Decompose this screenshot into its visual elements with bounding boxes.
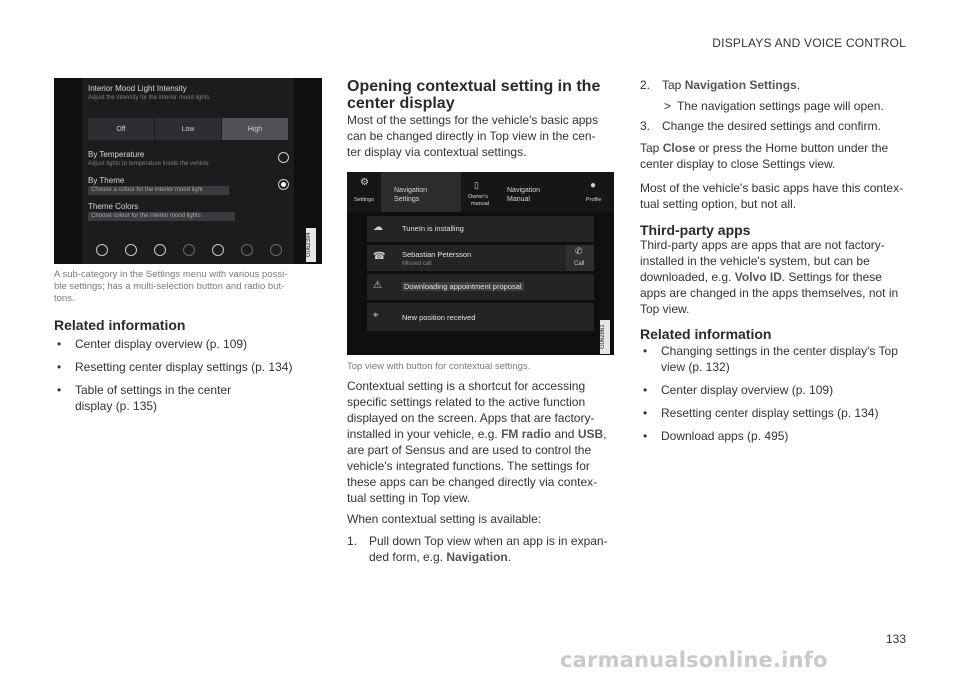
- notification-title: New position received: [402, 313, 476, 322]
- notification-row: [367, 245, 594, 271]
- watermark: carmanualsonline.info: [560, 648, 828, 672]
- notification-sub: Missed call: [402, 261, 432, 267]
- notification-title: TuneIn is installing: [402, 224, 464, 233]
- related-link[interactable]: • Resetting center display settings (p. 134): [640, 405, 915, 421]
- step-result: > The navigation settings page will open.: [664, 99, 884, 113]
- ui-term: Navigation Settings: [684, 78, 797, 92]
- text-line: ter display via contextual settings.: [347, 145, 527, 159]
- cloud-download-icon: ☁: [373, 222, 383, 233]
- missed-call-icon: ☎: [373, 251, 386, 262]
- step-2: [640, 77, 910, 114]
- radio-button: [278, 152, 289, 163]
- text-line: tual setting in Top view.: [347, 491, 471, 505]
- text-line: downloaded, e.g. Volvo ID. Settings for these: [640, 270, 882, 284]
- top-view-screenshot: [347, 172, 614, 355]
- radio-button-selected: [278, 179, 289, 190]
- text-line: vehicle's integrated functions. The settings for: [347, 459, 590, 473]
- text-line: these apps can be changed directly via contex-: [347, 475, 598, 489]
- step-text: Tap Navigation Settings.: [662, 78, 801, 92]
- phone-icon: ✆: [575, 246, 583, 256]
- setting-title: Interior Mood Light Intensity: [88, 84, 187, 93]
- option-sub: Choose a colour for the interior mood light: [88, 186, 229, 195]
- section-heading: [347, 78, 600, 112]
- option-title: By Theme: [88, 176, 125, 185]
- step-text: ded form, e.g. Navigation.: [369, 550, 512, 564]
- option-title: By Temperature: [88, 150, 145, 159]
- call-button: [566, 245, 594, 271]
- image-code: G062394: [306, 228, 316, 262]
- step-text: Change the desired settings and confirm.: [662, 119, 881, 133]
- text-line: tual setting option, but not all.: [640, 197, 797, 211]
- app-name: USB: [577, 427, 604, 441]
- text-line: installed in the vehicle's system, but can be: [640, 254, 870, 268]
- text-line: Most of the settings for the vehicle's basic apps: [347, 113, 599, 127]
- segment-low: Low: [155, 118, 221, 140]
- image-caption: [54, 269, 329, 305]
- book-icon: ▯: [474, 180, 479, 190]
- notification-row: [367, 274, 594, 300]
- segment-high: High: [222, 118, 288, 140]
- caption-line: A sub-category in the Settings menu with various possi-: [54, 269, 288, 280]
- step-3: [640, 118, 910, 134]
- mood-light-settings-screenshot: [54, 78, 322, 264]
- text-line: Third-party apps are apps that are not factory-: [640, 238, 885, 252]
- call-label: Call: [574, 261, 585, 267]
- tab-label: manual: [471, 201, 490, 207]
- tab-label: Navigation: [507, 187, 541, 194]
- step-number: 2.: [640, 78, 651, 92]
- running-header: DISPLAYS AND VOICE CONTROL: [712, 36, 906, 50]
- step-number: 3.: [640, 119, 651, 133]
- tab-label: Navigation: [394, 187, 428, 194]
- color-dot: [96, 244, 108, 256]
- text-line: specific settings related to the active function: [347, 395, 586, 409]
- option-title: Theme Colors: [88, 202, 139, 211]
- step-1: [347, 533, 622, 565]
- related-list: [640, 343, 915, 451]
- app-name: Volvo ID: [734, 270, 782, 284]
- most-paragraph: [640, 180, 920, 212]
- related-list: [54, 336, 324, 421]
- color-dot: [270, 244, 282, 256]
- text-line: Contextual setting is a shortcut for accessing: [347, 379, 586, 393]
- app-name: FM radio: [501, 427, 552, 441]
- profile-icon: ●: [590, 180, 597, 191]
- page-number: 133: [885, 632, 906, 646]
- tab-label: Settings: [354, 197, 374, 203]
- related-heading: Related information: [54, 317, 186, 333]
- color-dot: [212, 244, 224, 256]
- text-line: apps are changed in the apps themselves, not in: [640, 286, 899, 300]
- related-link[interactable]: • Table of settings in the center display (p. 135): [54, 382, 255, 414]
- tab-label: Settings: [394, 196, 420, 203]
- warning-icon: ⚠: [373, 280, 382, 291]
- segment-off: Off: [88, 118, 154, 140]
- text-line: Tap Close or press the Home button under the: [640, 141, 889, 155]
- text-line: Most of the vehicle's basic apps have this contex-: [640, 181, 904, 195]
- related-link[interactable]: • Download apps (p. 495): [640, 428, 915, 444]
- settings-panel: [82, 78, 294, 264]
- ui-term: Close: [662, 141, 696, 155]
- third-party-paragraph: [640, 237, 915, 317]
- tab-label: Manual: [507, 196, 530, 203]
- tab-label: Profile: [586, 197, 602, 203]
- gear-icon: ⚙: [360, 177, 369, 188]
- text-line: center display to close Settings view.: [640, 157, 836, 171]
- step-number: 1.: [347, 534, 358, 548]
- color-dot: [154, 244, 166, 256]
- close-paragraph: [640, 140, 915, 172]
- text-line: are part of Sensus and are used to control the: [347, 443, 592, 457]
- setting-subtitle: Adjust the intensity for the interior mood lights: [88, 95, 210, 101]
- text-line: installed in your vehicle, e.g. FM radio and USB,: [347, 427, 607, 441]
- related-heading: Related information: [640, 326, 772, 342]
- image-code: G062861: [600, 320, 610, 354]
- related-link[interactable]: • Center display overview (p. 109): [640, 382, 915, 398]
- text-line: can be changed directly in Top view in the cen-: [347, 129, 596, 143]
- option-sub: Adjust lights to temperature inside the vehicle: [88, 161, 209, 167]
- step-text: Pull down Top view when an app is in expan-: [369, 534, 608, 548]
- color-dot: [241, 244, 253, 256]
- related-link[interactable]: • Changing settings in the center display's Top view (p. 132): [640, 343, 915, 375]
- heading-line: Opening contextual setting in the: [347, 78, 601, 95]
- result-arrow: >: [664, 99, 672, 113]
- related-link[interactable]: • Resetting center display settings (p. 134): [54, 359, 324, 375]
- notification-title: Downloading appointment proposal: [404, 282, 522, 291]
- when-text: When contextual setting is available:: [347, 512, 542, 526]
- image-caption: Top view with button for contextual settings.: [347, 361, 531, 372]
- third-party-heading: Third-party apps: [640, 222, 751, 238]
- text-line: Top view.: [640, 302, 690, 316]
- tab-label: Owner's: [468, 194, 488, 200]
- heading-line: center display: [347, 95, 455, 112]
- color-dot: [183, 244, 195, 256]
- body-paragraph: [347, 378, 622, 506]
- location-icon: ⌖: [373, 310, 379, 321]
- notification-row: [367, 303, 594, 331]
- caption-line: tons.: [54, 293, 75, 304]
- intro-paragraph: [347, 112, 622, 160]
- text-line: displayed on the screen. Apps that are factory-: [347, 411, 595, 425]
- option-sub: Choose colour for the interior mood lights: [88, 212, 235, 221]
- color-dot: [125, 244, 137, 256]
- notification-row: [367, 216, 594, 242]
- notification-title: Sebastian Petersson: [402, 250, 472, 259]
- ui-term: Navigation: [446, 550, 508, 564]
- caption-line: ble settings; has a multi-selection button and radio but-: [54, 281, 285, 292]
- related-link[interactable]: • Center display overview (p. 109): [54, 336, 324, 352]
